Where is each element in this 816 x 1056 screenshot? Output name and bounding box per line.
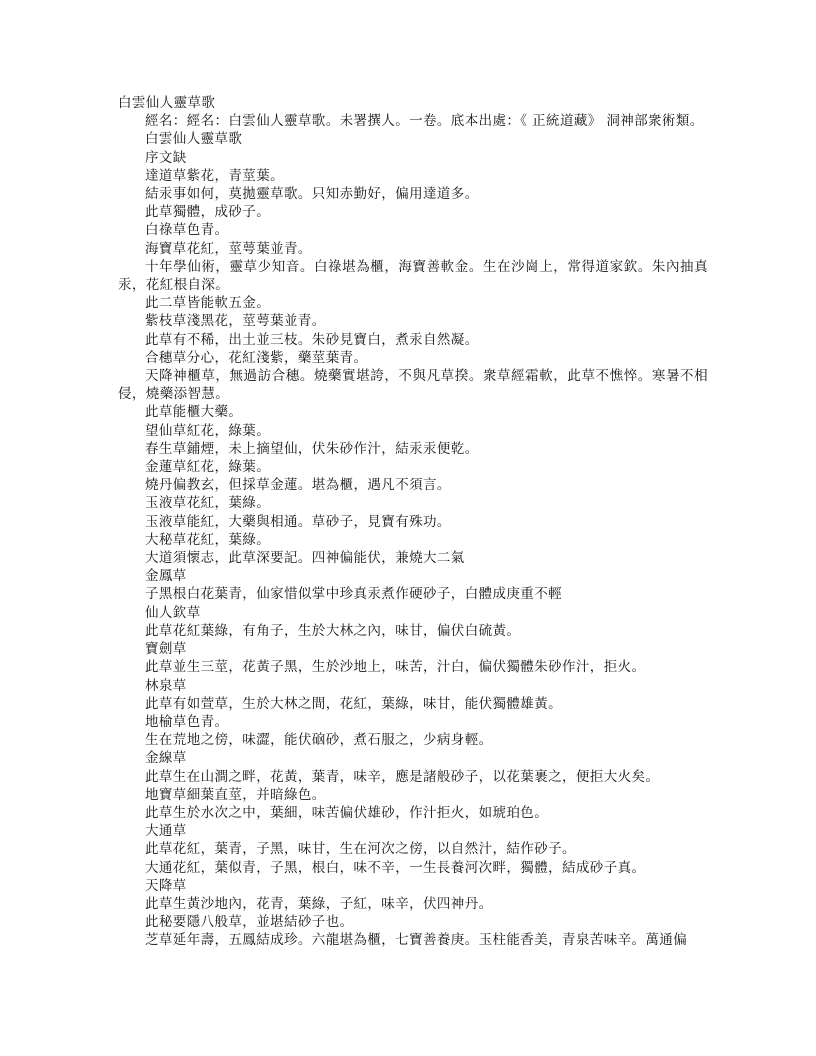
document-page bbox=[118, 94, 708, 950]
paragraph: 合穗草分心，花紅淺紫，藥莖葉青。 bbox=[145, 349, 368, 366]
herb-heading: 天降草 bbox=[145, 877, 187, 894]
paragraph: 大通花紅，葉似青，子黑，根白，味不辛，一生長養河次畔，獨體，結成砂子真。 bbox=[145, 859, 646, 876]
paragraph: 天降神櫃草，無過訪合穗。燒藥實堪誇，不與凡草揆。衆草經霜軟，此草不憔悴。寒暑不相侵，燒藥添智慧。 bbox=[118, 368, 708, 403]
paragraph: 燒丹偏教玄，但採草金蓮。堪為櫃，遇凡不須言。 bbox=[145, 477, 451, 494]
paragraph: 達道草紫花，青莖葉。 bbox=[145, 167, 284, 184]
paragraph: 春生草鋪煙，未上摘望仙，伏朱砂作汁，結汞汞便乾。 bbox=[145, 440, 479, 457]
paragraph: 結汞事如何，莫拋靈草歌。只知赤勤好，偏用達道多。 bbox=[145, 186, 479, 203]
paragraph: 生在荒地之傍，味澀，能伏硇砂，煮石服之，少病身輕。 bbox=[145, 732, 493, 749]
section-title: 白雲仙人靈草歌 bbox=[145, 131, 243, 148]
scripture-info: 經名：經名：白雲仙人靈草歌。未署撰人。一卷。底本出處：《 正統道藏》 洞神部衆術類。 bbox=[145, 113, 704, 130]
paragraph: 此草生黃沙地內，花青，葉綠，子紅，味辛，伏四神丹。 bbox=[145, 895, 493, 912]
paragraph: 紫枝草淺黑花，莖萼葉並青。 bbox=[145, 313, 326, 330]
paragraph: 此草能櫃大藥。 bbox=[145, 404, 243, 421]
paragraph: 大秘草花紅，葉綠。 bbox=[145, 531, 271, 548]
paragraph: 此草並生三莖，花黃子黑，生於沙地上，味苦，汁白，偏伏獨體朱砂作汁，拒火。 bbox=[145, 659, 646, 676]
paragraph: 此草有如萱草，生於大林之間，花紅，葉綠，味甘，能伏獨體雄黃。 bbox=[145, 695, 562, 712]
paragraph: 此草生於水次之中，葉細，味苦偏伏雄砂，作汁拒火，如琥珀色。 bbox=[145, 804, 549, 821]
herb-heading: 金線草 bbox=[145, 750, 187, 767]
paragraph: 十年學仙術，靈草少知音。白祿堪為櫃，海寶善軟金。生在沙崗上，常得道家欽。朱內抽真汞，花紅根自深。 bbox=[118, 258, 708, 294]
paragraph: 此草花紅，葉青，子黑，味甘，生在河次之傍，以自然汁，結作砂子。 bbox=[145, 841, 576, 858]
paragraph: 白祿草色青。 bbox=[145, 222, 229, 239]
herb-heading: 林泉草 bbox=[145, 677, 187, 694]
paragraph: 此草花紅葉綠，有角子，生於大林之內，味甘，偏伏白硫黃。 bbox=[145, 622, 521, 639]
herb-heading: 寶劍草 bbox=[145, 641, 187, 658]
paragraph: 金蓮草紅花，綠葉。 bbox=[145, 459, 271, 476]
paragraph: 此草獨體，成砂子。 bbox=[145, 204, 271, 221]
paragraph: 此二草皆能軟五金。 bbox=[145, 295, 271, 312]
paragraph: 此秘要隱八般草，並堪結砂子也。 bbox=[145, 914, 354, 931]
herb-heading: 大通草 bbox=[145, 823, 187, 840]
paragraph: 地寶草細葉直莖，并暗綠色。 bbox=[145, 786, 326, 803]
preface-note: 序文缺 bbox=[145, 149, 187, 166]
paragraph: 玉液草花紅，葉綠。 bbox=[145, 495, 271, 512]
herb-heading: 仙人欽草 bbox=[145, 604, 201, 621]
paragraph: 海寶草花紅，莖萼葉並青。 bbox=[145, 240, 312, 257]
document-title: 白雲仙人靈草歌 bbox=[118, 95, 216, 111]
paragraph: 玉液草能紅，大藥與相通。草砂子，見寶有殊功。 bbox=[145, 513, 451, 530]
paragraph: 此草有不稀，出土並三枝。朱砂見寶白，煮汞自然凝。 bbox=[145, 331, 479, 348]
herb-heading: 金鳳草 bbox=[145, 568, 187, 585]
paragraph: 地榆草色青。 bbox=[145, 713, 229, 730]
paragraph: 望仙草紅花，綠葉。 bbox=[145, 422, 271, 439]
paragraph: 此草生在山澗之畔，花黃，葉青，味辛，應是諸般砂子，以花葉裹之，便拒大火矣。 bbox=[145, 768, 660, 785]
paragraph: 子黑根白花葉青，仙家惜似掌中珍真汞煮作硬砂子，白體成庚重不輕 bbox=[145, 586, 562, 603]
paragraph: 大道須懷志，此草深要記。四神偏能伏，兼燒大二氣 bbox=[145, 550, 465, 567]
paragraph: 芝草延年壽，五鳳結成珍。六龍堪為櫃，七寶善養庚。玉柱能香美，青泉苦味辛。萬通偏 bbox=[145, 932, 688, 949]
